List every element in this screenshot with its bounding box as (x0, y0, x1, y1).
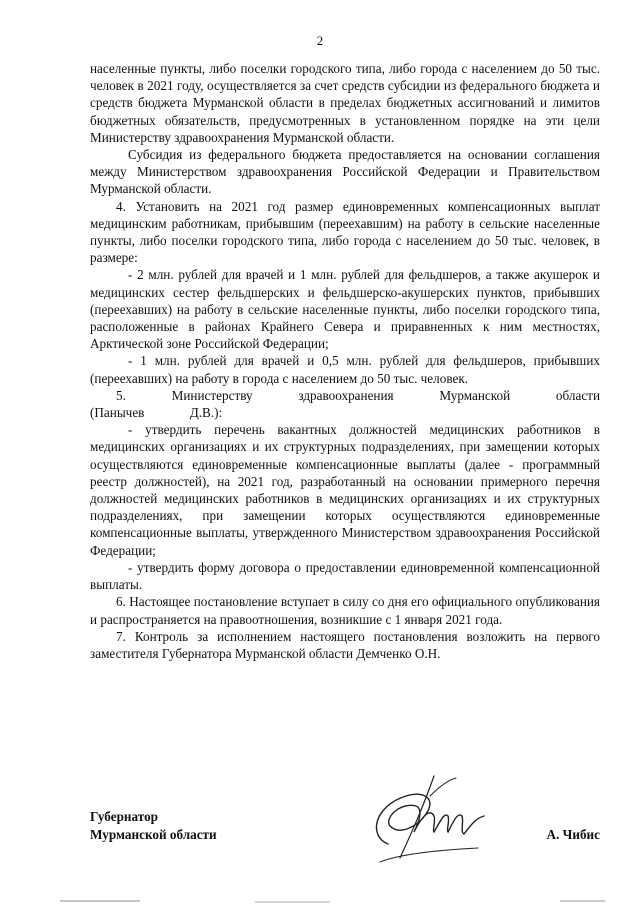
page-number: 2 (316, 33, 324, 48)
paragraph-subsidy: Субсидия из федерального бюджета предоставляется на основании соглашения между Министерством здравоохранения Российской Федерации и Правительством Мурманской области. (90, 147, 600, 197)
signatory-name: А. Чибис (546, 827, 600, 842)
paragraph-item-7: 7. Контроль за исполнением настоящего постановления возложить на первого заместителя Губернатора Мурманской области Демченко О.Н. (90, 628, 600, 661)
document-body (90, 60, 600, 662)
signatory-position-line-2: Мурманской области (90, 826, 217, 842)
page-edge-lines (0, 899, 640, 905)
paragraph-item-6: 6. Настоящее постановление вступает в силу со дня его официального опубликования и распространяется на правоотношения, возникшие с 1 января 2021 года. (90, 594, 600, 627)
paragraph-item-5: 5. Министерству здравоохранения Мурманской области (Панычев Д.В.): (90, 387, 600, 421)
signature-block (90, 808, 600, 858)
paragraph-item-4-bullet-1: - 2 млн. рублей для врачей и 1 млн. рублей для фельдшеров, а также акушерок и медицинских сестер фельдшерских и фельдшерско-акушерских пунктов, прибывших (переехавших) на работу в сельские населенные пункты, либо поселки городского типа, расположенные в районах Крайнего Севера и приравненных к ним местностях, Арктической зоне Российской Федерации; (90, 267, 600, 352)
handwritten-signature (360, 766, 490, 876)
paragraph-item-5-bullet-1: - утвердить перечень вакантных должностей медицинских работников в медицинских организациях и их структурных подразделениях, при замещении которых осуществляются единовременные компенсационные выплаты (далее - программный реестр должностей), на 2021 год, разработанный на основании примерного перечня должностей медицинских работников в медицинских организациях и их структурных подразделениях, при замещении которых осуществляются единовременные компенсационные выплаты, утвержденного Министерством здравоохранения Российской Федерации; (90, 422, 600, 558)
paragraph-continuation: населенные пункты, либо поселки городского типа, либо города с населением до 50 тыс. человек в 2021 году, осуществляется за счет средств субсидии из федерального бюджета и средств бюджета Мурманской области в пределах бюджетных ассигнований и лимитов бюджетных обязательств, предусмотренных в установленном порядке на эти цели Министерству здравоохранения Мурманской области. (90, 61, 600, 145)
signatory-position (90, 808, 217, 843)
paragraph-item-4: 4. Установить на 2021 год размер единовременных компенсационных выплат медицинским работникам, прибывшим (переехавшим) на работу в сельские населенные пункты, либо поселки городского типа, либо города с населением до 50 тыс. человек, в размере: (90, 198, 600, 266)
paragraph-item-4-bullet-2: - 1 млн. рублей для врачей и 0,5 млн. рублей для фельдшеров, прибывших (переехавших) на работу в города с населением до 50 тыс. человек. (90, 353, 600, 386)
paragraph-item-5-bullet-2: - утвердить форму договора о предоставлении единовременной компенсационной выплаты. (90, 559, 600, 593)
signatory-position-line-1: Губернатор (90, 809, 158, 824)
